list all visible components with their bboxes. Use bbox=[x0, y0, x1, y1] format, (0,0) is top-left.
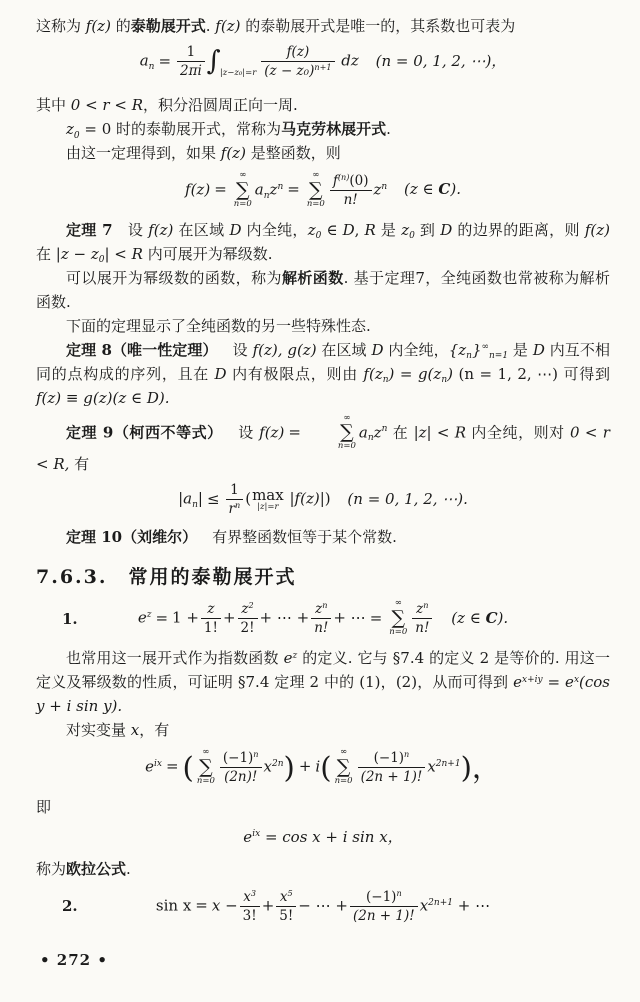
text-run: 在 bbox=[36, 244, 56, 263]
math-atom: (z − z₀) bbox=[264, 63, 315, 80]
math-atom: 0 < r < R, bbox=[36, 422, 610, 474]
fraction bbox=[220, 750, 262, 785]
text-run: 的定义. 它与 §7.4 的定义 2 是等价的. 用这一定义及幂级数的性质，可证明 §7.4 定理 2 中的 (1)，(2)，从而可得到 bbox=[36, 649, 610, 691]
fraction-denominator: n! bbox=[415, 620, 430, 637]
left-paren: ( bbox=[182, 750, 194, 785]
math-atom: (z ∈ bbox=[403, 180, 439, 199]
text-run: x+iy bbox=[522, 674, 543, 685]
equals-sign: = bbox=[288, 422, 301, 441]
text-run: 在区域 bbox=[316, 340, 372, 359]
math-atom: x bbox=[263, 757, 272, 776]
max-operator bbox=[252, 487, 284, 513]
equals-sign: = bbox=[155, 608, 169, 627]
formula-entire-series bbox=[36, 171, 610, 210]
math-sub: n bbox=[192, 500, 198, 511]
formula-condition bbox=[404, 180, 461, 198]
text-run: (cos y + i sin y). bbox=[36, 673, 610, 715]
text-run: ) = g(z bbox=[388, 364, 442, 383]
text-run: f(z) bbox=[85, 17, 111, 35]
math-atom: x − bbox=[211, 896, 238, 915]
fraction bbox=[350, 889, 418, 924]
math-atom: sin x bbox=[155, 896, 192, 915]
text-run: 设 bbox=[112, 220, 149, 239]
right-paren: ) bbox=[283, 750, 295, 785]
math-atom: z bbox=[373, 180, 382, 199]
fraction bbox=[412, 601, 432, 636]
integral-icon: ∫ bbox=[206, 45, 221, 77]
math-atom: z bbox=[416, 601, 424, 618]
max-label: max bbox=[252, 485, 284, 504]
text-run: f(z) bbox=[148, 220, 174, 239]
text-run: D bbox=[532, 340, 545, 359]
numbered-formula-exponential bbox=[36, 599, 610, 638]
math-sup: ix bbox=[153, 758, 162, 769]
text-run: 称为 bbox=[36, 859, 67, 878]
fraction-denominator: 2! bbox=[240, 620, 255, 637]
dots: + ⋯ bbox=[457, 896, 491, 915]
text-run: x bbox=[130, 721, 140, 739]
math-sup: n bbox=[381, 181, 388, 192]
fraction bbox=[201, 601, 221, 636]
text-run: ∈ bbox=[321, 220, 343, 239]
formula-number: 1. bbox=[62, 609, 78, 628]
math-sup: 2n+1 bbox=[435, 758, 461, 769]
paragraph-namely bbox=[36, 795, 610, 819]
sum-upper-limit: ∞ bbox=[343, 412, 351, 423]
text-run: 0 bbox=[315, 231, 322, 242]
text-run: ∞ bbox=[481, 342, 489, 353]
text-run: {z bbox=[448, 340, 467, 359]
math-sup: n bbox=[404, 748, 410, 759]
sum-lower-limit: n=0 bbox=[306, 198, 325, 209]
math-atom: dz bbox=[341, 51, 359, 70]
text-run: 设 bbox=[222, 422, 260, 441]
math-atom: z bbox=[315, 601, 323, 618]
text-run: 即 bbox=[36, 797, 52, 816]
text-run: 定理 10（刘维尔） bbox=[66, 528, 198, 547]
text-run: = 0 时的泰勒展开式，常称为 bbox=[79, 120, 282, 139]
text-run: . 基于定理7，全纯函数也常被称为解析函数. bbox=[36, 268, 610, 311]
math-atom: (z ∈ bbox=[451, 608, 486, 627]
complex-set-symbol: C bbox=[485, 608, 498, 627]
formula-condition: (n = 0, 1, 2, ⋯)， bbox=[375, 51, 507, 70]
fraction-denominator bbox=[226, 500, 244, 517]
math-atom: a bbox=[139, 51, 149, 70]
math-atom: z bbox=[241, 601, 249, 618]
equals-sign: = bbox=[158, 51, 172, 70]
math-sup: (n) bbox=[337, 171, 350, 182]
paragraph-entire-function bbox=[36, 141, 610, 165]
dots: + ⋯ + bbox=[259, 608, 310, 627]
sigma-icon: ∑ bbox=[340, 421, 354, 444]
text-run: 其中 bbox=[36, 96, 71, 115]
fraction-numerator bbox=[311, 601, 331, 619]
right-paren: )， bbox=[460, 750, 501, 785]
paragraph-special-properties bbox=[36, 314, 610, 338]
fraction bbox=[276, 889, 296, 924]
text-run: f(z) ≡ g(z)(z ∈ D). bbox=[36, 388, 170, 407]
text-run: ，有 bbox=[139, 721, 170, 739]
math-sub: n bbox=[367, 433, 374, 444]
equals-sign: = bbox=[165, 757, 179, 776]
fraction-denominator: 3! bbox=[242, 907, 257, 924]
text-run: 是 bbox=[375, 220, 402, 239]
fraction bbox=[240, 889, 260, 924]
text-run: 解析函数 bbox=[281, 268, 344, 287]
math-atom: (−1) bbox=[222, 749, 254, 766]
text-run: z bbox=[292, 650, 298, 661]
text-run: 是整函数，则 bbox=[245, 144, 341, 163]
math-atom: |z| < R bbox=[413, 422, 467, 441]
sigma-icon: ∑ bbox=[336, 755, 351, 778]
sigma-icon: ∑ bbox=[309, 178, 323, 201]
math-sub: n bbox=[263, 190, 270, 201]
text-run: 由这一定理得到，如果 bbox=[66, 144, 221, 163]
formula-cauchy-inequality bbox=[36, 482, 610, 517]
text-run: 0 bbox=[98, 255, 105, 266]
math-atom: x bbox=[243, 888, 251, 905]
leq-sign: ≤ bbox=[206, 489, 220, 508]
fraction-numerator: z bbox=[201, 601, 221, 619]
fraction-denominator: n! bbox=[343, 191, 358, 208]
math-atom: = cos x + i sin x， bbox=[264, 827, 403, 846]
text-run: 内可展开为幂级数. bbox=[142, 244, 273, 263]
math-atom: 1 + bbox=[172, 608, 199, 627]
math-atom: ). bbox=[497, 608, 509, 627]
sum-upper-limit: ∞ bbox=[394, 598, 402, 609]
text-run: 0 bbox=[409, 231, 415, 242]
text-run: 这称为 bbox=[36, 17, 86, 35]
text-run: |z − z bbox=[55, 244, 99, 263]
sum-lower-limit: n=0 bbox=[334, 775, 353, 786]
fraction-denominator: 2πi bbox=[180, 63, 202, 80]
math-sup: 2n bbox=[271, 758, 284, 769]
max-subscript: |z|=r bbox=[257, 502, 279, 513]
sum-lower-limit: n=0 bbox=[196, 775, 215, 786]
math-atom: z bbox=[373, 422, 382, 441]
paragraph-euler-name bbox=[36, 857, 610, 881]
sigma-icon: ∑ bbox=[391, 607, 406, 630]
theorem-label: 定理 9（柯西不等式） bbox=[66, 422, 223, 441]
dots: − ⋯ + bbox=[298, 896, 348, 915]
math-sup: n bbox=[322, 600, 328, 611]
sigma-sum bbox=[307, 171, 325, 210]
math-sup: n bbox=[381, 424, 388, 435]
text-run: 泰勒展开式 bbox=[130, 17, 206, 35]
math-atom: |a bbox=[178, 489, 193, 508]
text-run: . bbox=[205, 17, 216, 35]
text-run: } bbox=[471, 340, 482, 359]
sigma-icon: ∑ bbox=[199, 755, 213, 778]
text-run: e bbox=[565, 673, 574, 691]
sum-lower-limit: n=0 bbox=[389, 627, 408, 638]
fraction-numerator bbox=[350, 889, 418, 907]
math-atom: f(z) bbox=[259, 422, 285, 441]
math-atom: x bbox=[427, 757, 436, 776]
math-sup: n bbox=[396, 887, 402, 898]
formula-taylor-coefficient bbox=[36, 44, 610, 85]
math-atom: |f(z)| bbox=[289, 489, 325, 508]
text-run: 设 bbox=[217, 340, 253, 359]
text-run: z bbox=[401, 220, 410, 239]
fraction bbox=[358, 750, 426, 785]
text-run: 也常用这一展开式作为指数函数 bbox=[66, 649, 284, 667]
sigma-sum bbox=[234, 171, 252, 210]
math-sup: 5 bbox=[287, 887, 293, 898]
sum-lower-limit: n=0 bbox=[337, 441, 356, 452]
math-atom: e bbox=[145, 757, 154, 776]
equals-sign: = bbox=[287, 180, 300, 199]
text-run: 定理 7 bbox=[66, 220, 113, 239]
math-sup: n bbox=[235, 500, 241, 511]
math-atom: ). bbox=[450, 180, 461, 199]
math-atom: e bbox=[243, 827, 253, 846]
page-number: • 272 • bbox=[40, 951, 108, 969]
text-run: n bbox=[466, 351, 472, 362]
text-run: 在 bbox=[387, 422, 414, 441]
text-run: f(z) bbox=[215, 17, 241, 35]
math-atom: (−1) bbox=[373, 749, 405, 766]
sigma-sum bbox=[197, 748, 215, 787]
paragraph-maclaurin bbox=[36, 117, 610, 141]
fraction-denominator: n! bbox=[314, 620, 329, 637]
text-run: n=1 bbox=[488, 351, 509, 362]
text-run: f(z) bbox=[220, 144, 246, 163]
text-run: 到 bbox=[414, 220, 441, 239]
fraction-numerator bbox=[220, 750, 262, 768]
equals-sign: = bbox=[369, 608, 383, 627]
fraction bbox=[177, 44, 205, 79]
fraction-numerator bbox=[238, 601, 258, 619]
math-sub: n bbox=[148, 62, 155, 73]
sum-upper-limit: ∞ bbox=[312, 170, 320, 181]
math-atom: f(z) bbox=[185, 180, 211, 199]
paren: ) bbox=[324, 489, 331, 508]
text-run: n bbox=[441, 375, 448, 386]
math-atom: x bbox=[279, 888, 288, 905]
theorem-9-cauchy-inequality bbox=[36, 414, 610, 477]
text-run: 是 bbox=[508, 340, 533, 359]
math-atom: a bbox=[358, 422, 368, 441]
fraction-numerator: f(z) bbox=[261, 44, 334, 62]
text-run: ) bbox=[447, 364, 453, 383]
fraction bbox=[261, 44, 334, 79]
complex-set-symbol: C bbox=[438, 180, 451, 199]
fraction-numerator bbox=[276, 889, 296, 907]
fraction-denominator bbox=[261, 62, 334, 79]
text-run: 定理 8（唯一性定理） bbox=[66, 340, 218, 359]
text-run: 下面的定理显示了全纯函数的另一些特殊性态. bbox=[66, 316, 371, 335]
math-atom: | bbox=[197, 489, 203, 508]
fraction-numerator bbox=[240, 889, 260, 907]
fraction-denominator: (2n)! bbox=[224, 768, 258, 785]
plus-sign: + bbox=[261, 896, 275, 915]
sum-upper-limit: ∞ bbox=[340, 747, 348, 757]
text-run: | < R bbox=[104, 244, 143, 263]
math-sup: 2n+1 bbox=[428, 897, 453, 908]
paragraph-radius-note bbox=[36, 93, 610, 117]
text-run: 内全纯， bbox=[383, 340, 449, 359]
sum-upper-limit: ∞ bbox=[239, 170, 247, 181]
text-run: e bbox=[513, 673, 523, 691]
math-atom: f bbox=[332, 172, 338, 189]
paren: ( bbox=[245, 489, 252, 508]
text-run: D bbox=[342, 220, 355, 239]
left-paren: ( bbox=[320, 750, 332, 785]
paragraph-real-variable bbox=[36, 718, 610, 742]
text-run: (n = 1, 2, ⋯) 可得到 bbox=[452, 364, 610, 383]
math-atom: (−1) bbox=[366, 888, 397, 905]
math-atom: i bbox=[315, 757, 321, 776]
formula-number: 2. bbox=[62, 897, 78, 916]
theorem-8-uniqueness bbox=[36, 338, 610, 410]
text-run: f(z), g(z) bbox=[252, 340, 317, 359]
fraction-denominator: 1! bbox=[203, 620, 218, 637]
text-run: x bbox=[573, 674, 580, 685]
fraction bbox=[330, 173, 372, 208]
math-sup: n+1 bbox=[314, 62, 332, 73]
fraction-numerator bbox=[412, 601, 432, 619]
numbered-formula-sine bbox=[36, 889, 610, 924]
section-heading: 7.6.3. 常用的泰勒展开式 bbox=[36, 566, 297, 589]
fraction-numerator: 1 bbox=[226, 482, 244, 500]
fraction bbox=[311, 601, 331, 636]
text-run: 内全纯，则对 bbox=[466, 422, 571, 441]
sigma-icon: ∑ bbox=[236, 178, 250, 201]
text-run: z bbox=[307, 220, 316, 239]
text-run: 0 < r < R bbox=[70, 96, 143, 115]
fraction-numerator bbox=[358, 750, 426, 768]
sum-upper-limit: ∞ bbox=[202, 747, 210, 757]
text-run: D bbox=[214, 364, 227, 383]
text-run: D bbox=[440, 220, 453, 239]
plus-sign: + bbox=[298, 757, 312, 776]
integral-domain: |z−z₀|=r bbox=[219, 68, 257, 79]
text-run: D bbox=[229, 220, 242, 239]
fraction-numerator: 1 bbox=[177, 44, 205, 62]
plus-sign: + bbox=[222, 608, 236, 627]
text-run: e bbox=[283, 649, 293, 667]
sigma-sum bbox=[389, 599, 407, 638]
text-run: n bbox=[382, 375, 389, 386]
text-run: 的 bbox=[110, 17, 131, 35]
paragraph-taylor-intro bbox=[36, 14, 610, 38]
equals-sign: = bbox=[195, 896, 208, 915]
theorem-10-liouville bbox=[36, 525, 610, 549]
text-run: 在区域 bbox=[173, 220, 230, 239]
math-sup: ix bbox=[252, 829, 261, 840]
text-run: . bbox=[126, 859, 131, 878]
paragraph-analytic-function bbox=[36, 266, 610, 314]
fraction-numerator bbox=[330, 173, 372, 191]
sigma-sum bbox=[308, 414, 356, 453]
fraction bbox=[238, 601, 258, 636]
sum-lower-limit: n=0 bbox=[233, 198, 252, 209]
math-sup: n bbox=[423, 600, 429, 611]
dots: + ⋯ bbox=[333, 608, 366, 627]
sigma-sum bbox=[335, 748, 353, 787]
math-sup: z bbox=[146, 610, 152, 621]
math-atom: z bbox=[269, 180, 278, 199]
text-run: , bbox=[354, 220, 365, 239]
formula-condition: (n = 0, 1, 2, ⋯). bbox=[347, 489, 468, 508]
text-run: 内互不相同的点构成的序列，且在 bbox=[36, 340, 610, 383]
math-atom: a bbox=[254, 180, 264, 199]
text-run: 有界整函数恒等于某个常数. bbox=[197, 528, 397, 547]
math-sup: n bbox=[253, 748, 259, 759]
math-atom: (0) bbox=[349, 172, 369, 189]
text-run: . bbox=[386, 120, 391, 139]
math-sup: n bbox=[277, 181, 284, 192]
fraction-denominator: 5! bbox=[279, 907, 294, 924]
text-run: 的边界的距离，则 bbox=[452, 220, 585, 239]
text-run: 内有极限点，则由 bbox=[226, 364, 364, 383]
formula-euler bbox=[36, 825, 610, 849]
text-run: D bbox=[371, 340, 384, 359]
math-sup: 3 bbox=[250, 887, 257, 898]
text-run: f(z bbox=[363, 364, 383, 383]
text-run: 欧拉公式 bbox=[66, 859, 127, 878]
text-run: 可以展开为幂级数的函数，称为 bbox=[66, 268, 282, 287]
text-run: 马克劳林展开式 bbox=[281, 120, 387, 139]
text-run: 的泰勒展开式是唯一的，其系数也可表为 bbox=[240, 17, 516, 35]
text-run: 对实变量 bbox=[66, 721, 131, 739]
fraction-denominator: (2n + 1)! bbox=[360, 768, 423, 785]
text-run: 内全纯， bbox=[241, 220, 308, 239]
formula-condition bbox=[451, 609, 508, 627]
math-atom: x bbox=[419, 896, 429, 915]
paragraph-exp-definition bbox=[36, 646, 610, 718]
equals-sign: = bbox=[214, 180, 227, 199]
text-run: R bbox=[364, 220, 376, 239]
text-run: z bbox=[66, 120, 74, 139]
math-atom: r bbox=[228, 501, 235, 518]
theorem-7 bbox=[36, 218, 610, 266]
fraction bbox=[226, 482, 244, 517]
text-run: = bbox=[542, 673, 566, 691]
formula-eix-series bbox=[36, 748, 610, 787]
math-atom: e bbox=[137, 608, 147, 627]
fraction-denominator: (2n + 1)! bbox=[352, 907, 415, 924]
text-run: 0 bbox=[73, 130, 80, 141]
text-run: f(z) bbox=[584, 220, 611, 239]
text-run: 有 bbox=[69, 455, 90, 474]
math-sup: 2 bbox=[248, 600, 254, 611]
text-run: ，积分沿圆周正向一周. bbox=[143, 96, 298, 115]
